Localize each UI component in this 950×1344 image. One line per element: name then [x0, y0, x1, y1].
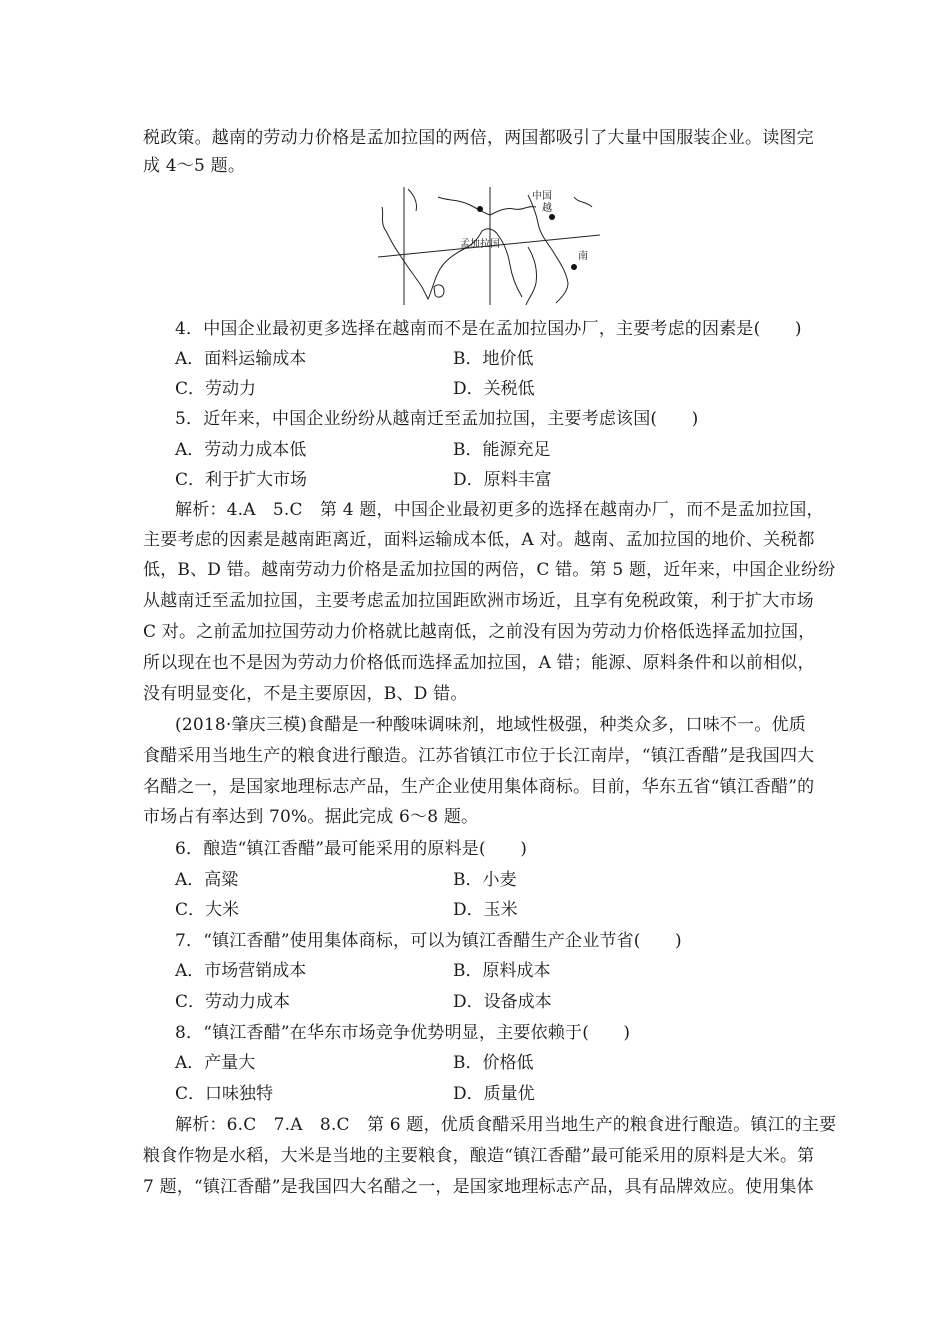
map-label-china: 中国	[532, 191, 552, 202]
bangladesh-marker	[477, 206, 483, 212]
passage2-line-1: (2018·肇庆三模)食醋是一种酸味调味剂，地域性极强，种类众多，口味不一。优质	[175, 715, 806, 735]
q6-option-a: A．高粱	[175, 870, 239, 890]
q7-stem: 7．“镇江香醋”使用集体商标，可以为镇江香醋生产企业节省( )	[175, 931, 682, 951]
q8-option-c: C．口味独特	[175, 1084, 274, 1104]
q5-option-c: C．利于扩大市场	[175, 470, 308, 490]
china-border	[490, 207, 536, 215]
answer1-line-2: 主要考虑的因素是越南距离近，面料运输成本低，A 对。越南、孟加拉国的地价、关税都	[143, 530, 815, 550]
intro-line-2: 成 4～5 题。	[143, 156, 246, 176]
intro-line-1: 税政策。越南的劳动力价格是孟加拉国的两倍，两国都吸引了大量中国服装企业。读图完	[143, 128, 814, 148]
q8-option-b: B．价格低	[453, 1053, 534, 1073]
q7-option-c: C．劳动力成本	[175, 992, 291, 1012]
china-coast	[574, 197, 592, 207]
sri-lanka-outline	[434, 285, 444, 297]
q5-option-d: D．原料丰富	[453, 470, 552, 490]
himalaya-border	[438, 197, 490, 215]
map-label-bangladesh: 孟加拉国	[460, 239, 500, 250]
answer1-line-4: 从越南迁至孟加拉国，主要考虑孟加拉国距欧洲市场近，且享有免税政策，利于扩大市场	[143, 591, 814, 611]
q4-stem: 4．中国企业最初更多选择在越南而不是在孟加拉国办厂，主要考虑的因素是( )	[175, 319, 802, 339]
answer1-line-7: 没有明显变化，不是主要原因，B、D 错。	[143, 684, 468, 704]
q6-option-d: D．玉米	[453, 900, 518, 920]
answer1-line-5: C 对。之前孟加拉国劳动力价格就比越南低，之前没有因为劳动力价格低选择孟加拉国，	[143, 622, 816, 642]
passage2-line-4: 市场占有率达到 70%。据此完成 6～8 题。	[143, 807, 479, 827]
answer2-line-1: 解析：6.C 7.A 8.C 第 6 题，优质食醋采用当地生产的粮食进行酿造。镇江的主要	[175, 1115, 837, 1135]
peninsula-outline	[526, 247, 537, 305]
vietnam-south-marker	[571, 264, 577, 270]
q5-option-a: A．劳动力成本低	[175, 440, 307, 460]
q4-option-b: B．地价低	[453, 349, 534, 369]
passage2-line-3: 名醋之一，是国家地理标志产品，生产企业使用集体商标。目前，华东五省“镇江香醋”的	[143, 777, 815, 797]
answer2-line-2: 粮食作物是水稻，大米是当地的主要粮食，酿造“镇江香醋”最可能采用的原料是大米。第	[143, 1146, 815, 1166]
q8-option-a: A．产量大	[175, 1053, 256, 1073]
q8-option-d: D．质量优	[453, 1084, 535, 1104]
map-label-yue: 越	[542, 203, 552, 214]
q4-option-a: A．面料运输成本	[175, 349, 307, 369]
q6-option-b: B．小麦	[453, 870, 517, 890]
passage2-line-2: 食醋采用当地生产的粮食进行酿造。江苏省镇江市位于长江南岸，“镇江香醋”是我国四大	[143, 746, 815, 766]
q5-stem: 5．近年来，中国企业纷纷从越南迁至孟加拉国，主要考虑该国( )	[175, 409, 699, 429]
q6-stem: 6．酿造“镇江香醋”最可能采用的原料是( )	[175, 839, 528, 859]
answer1-line-3: 低，B、D 错。越南劳动力价格是孟加拉国的两倍，C 错。第 5 题，近年来，中国企业纷纷	[143, 560, 836, 580]
answer1-line-6: 所以现在也不是因为劳动力价格低而选择孟加拉国，A 错；能源、原料条件和以前相似，	[143, 653, 815, 673]
answer1-line-1: 解析：4.A 5.C 第 4 题，中国企业最初更多的选择在越南办厂，而不是孟加拉国，	[175, 500, 824, 520]
q7-option-d: D．设备成本	[453, 992, 552, 1012]
q4-option-c: C．劳动力	[175, 379, 257, 399]
map-label-nan: 南	[578, 251, 588, 262]
q8-stem: 8．“镇江香醋”在华东市场竞争优势明显，主要依赖于( )	[175, 1023, 631, 1043]
q4-option-d: D．关税低	[453, 379, 535, 399]
vietnam-north-marker	[549, 214, 555, 220]
q6-option-c: C．大米	[175, 900, 240, 920]
india-west-border	[408, 189, 417, 211]
india-coastline	[382, 207, 482, 299]
q7-option-b: B．原料成本	[453, 961, 551, 981]
q5-option-b: B．能源充足	[453, 440, 551, 460]
q7-option-a: A．市场营销成本	[175, 961, 307, 981]
answer2-line-3: 7 题，“镇江香醋”是我国四大名醋之一，是国家地理标志产品，具有品牌效应。使用集体	[143, 1177, 814, 1197]
southeast-asia-map	[378, 187, 600, 305]
